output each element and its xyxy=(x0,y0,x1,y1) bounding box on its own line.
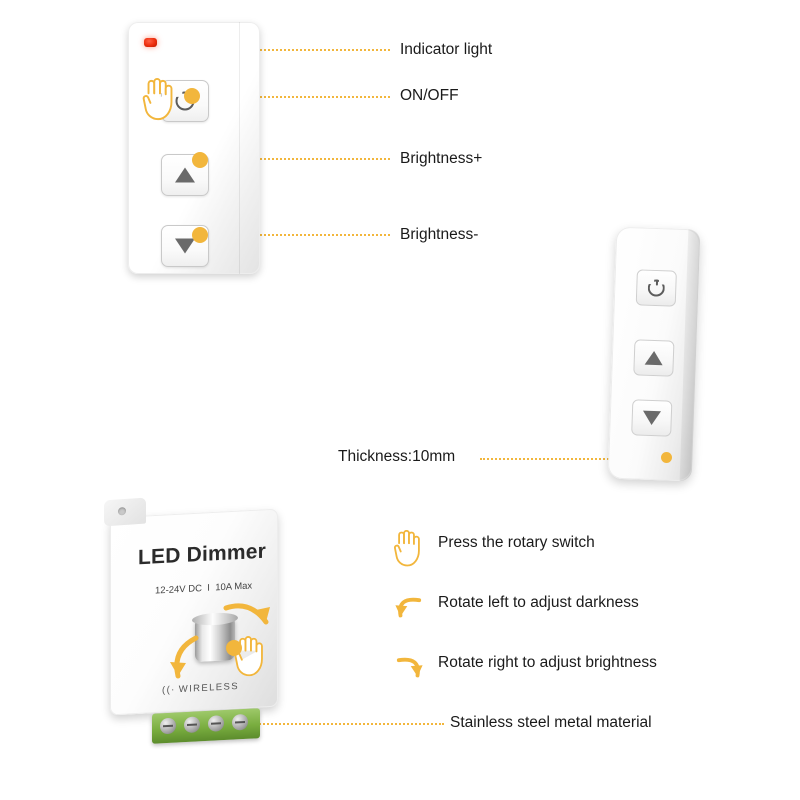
press-dot-down xyxy=(192,227,208,243)
triangle-up-icon xyxy=(645,351,663,366)
wireless-label: ((· WIRELESS xyxy=(162,680,239,697)
remote-side-view xyxy=(608,227,701,482)
terminal-screw xyxy=(232,714,248,731)
instruction-row-rotate-left xyxy=(392,590,722,624)
power-icon xyxy=(648,279,666,297)
instruction-label: Rotate left to adjust darkness xyxy=(438,594,639,611)
terminal-screw xyxy=(208,715,224,732)
triangle-down-icon xyxy=(643,411,661,426)
instruction-row-rotate-right xyxy=(392,650,722,684)
side-power-button[interactable] xyxy=(636,269,677,306)
callout-brightness-up: Brightness+ xyxy=(400,150,483,167)
terminal-screw xyxy=(160,718,176,735)
press-dot-up xyxy=(192,152,208,168)
screw-terminal-block xyxy=(152,708,260,744)
dimmer-mount-tab xyxy=(104,498,146,527)
rotate-left-arrow-icon xyxy=(392,590,426,624)
callout-on-off: ON/OFF xyxy=(400,87,459,104)
callout-thickness: Thickness:10mm xyxy=(338,448,456,465)
dimmer-brand-label: LED Dimmer xyxy=(138,539,267,570)
instruction-label: Press the rotary switch xyxy=(438,534,595,551)
instruction-label: Rotate right to adjust brightness xyxy=(438,654,657,671)
thickness-anchor-dot xyxy=(661,452,672,463)
rotate-right-arrow-icon xyxy=(392,650,426,684)
wireless-waves-icon: ((· xyxy=(162,684,176,697)
side-brightness-down-button[interactable] xyxy=(631,399,672,436)
side-brightness-up-button[interactable] xyxy=(633,339,674,376)
press-dot-group xyxy=(160,60,300,290)
indicator-light-led xyxy=(144,38,157,47)
callout-indicator-light: Indicator light xyxy=(400,41,493,58)
callout-material: Stainless steel metal material xyxy=(450,714,652,731)
callout-brightness-down: Brightness- xyxy=(400,226,479,243)
press-hand-icon xyxy=(392,530,426,564)
remote-side-edge xyxy=(680,229,701,481)
rotate-left-arrow-head xyxy=(170,662,186,676)
knob-press-dot xyxy=(222,630,262,670)
terminal-screw xyxy=(184,716,200,733)
dimmer-spec-label: 12-24V DC I 10A Max xyxy=(155,580,253,597)
instruction-row-press xyxy=(392,530,722,564)
press-dot-power xyxy=(184,88,200,104)
